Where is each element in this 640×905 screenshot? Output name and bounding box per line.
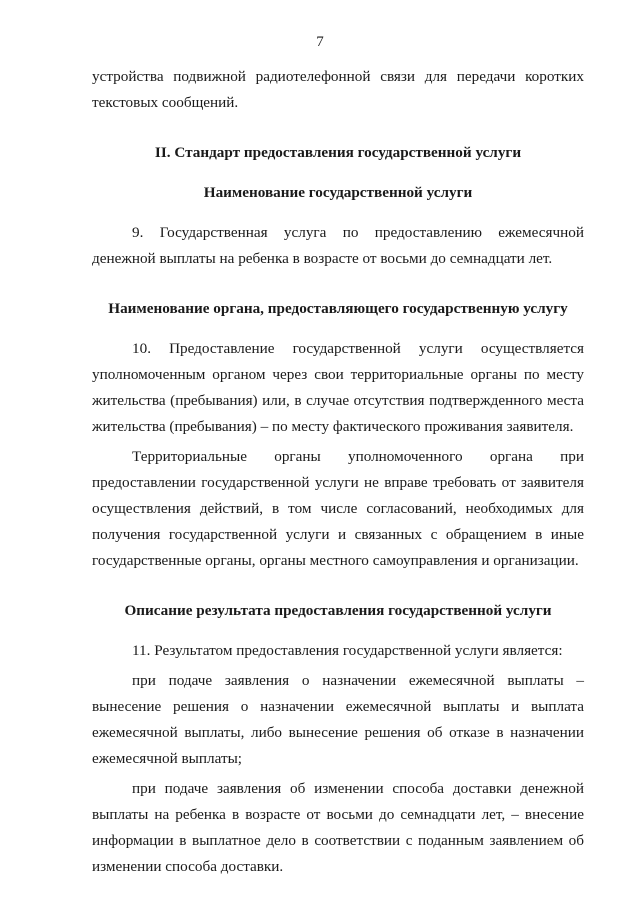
intro-paragraph: устройства подвижной радиотелефонной связи для передачи коротких текстовых сообщений. xyxy=(92,68,584,111)
paragraph-11a: при подаче заявления о назначении ежемесячной выплаты – вынесение решения о назначении ежемесячной выплаты и выплата ежемесячной выплаты, либо вынесение решения об отказе в назначении ежемесячной выплаты; xyxy=(92,672,584,767)
document-body xyxy=(92,64,584,880)
subsection-heading-result: Описание результата предоставления государственной услуги xyxy=(124,602,552,619)
paragraph-11b: при подаче заявления об изменении способа доставки денежной выплаты на ребенка в возрасте от восьми до семнадцати лет, – внесение информации в выплатное дело в соответствии с поданным заявлением об изменении способа доставки. xyxy=(92,780,584,875)
section-title: II. Стандарт предоставления государственной услуги xyxy=(154,144,522,161)
paragraph-11: 11. Результатом предоставления государственной услуги является: xyxy=(132,642,563,659)
paragraph-10: 10. Предоставление государственной услуги осуществляется уполномоченным органом через свои территориальные органы по месту жительства (пребывания) или, в случае отсутствия подтвержденного места жительства (пребывания) – по месту фактического проживания заявителя. xyxy=(92,340,584,435)
paragraph-9: 9. Государственная услуга по предоставлению ежемесячной денежной выплаты на ребенка в возрасте от восьми до семнадцати лет. xyxy=(92,224,584,267)
page-number: 7 xyxy=(316,34,324,50)
subsection-heading-authority: Наименование органа, предоставляющего государственную услугу xyxy=(108,300,568,317)
subsection-heading-naming: Наименование государственной услуги xyxy=(203,184,473,201)
paragraph-10b: Территориальные органы уполномоченного органа при предоставлении государственной услуги не вправе требовать от заявителя осуществления действий, в том числе согласований, необходимых для получения государственной услуги и связанных с обращением в иные государственные органы, органы местного самоуправления и организации. xyxy=(92,448,584,569)
